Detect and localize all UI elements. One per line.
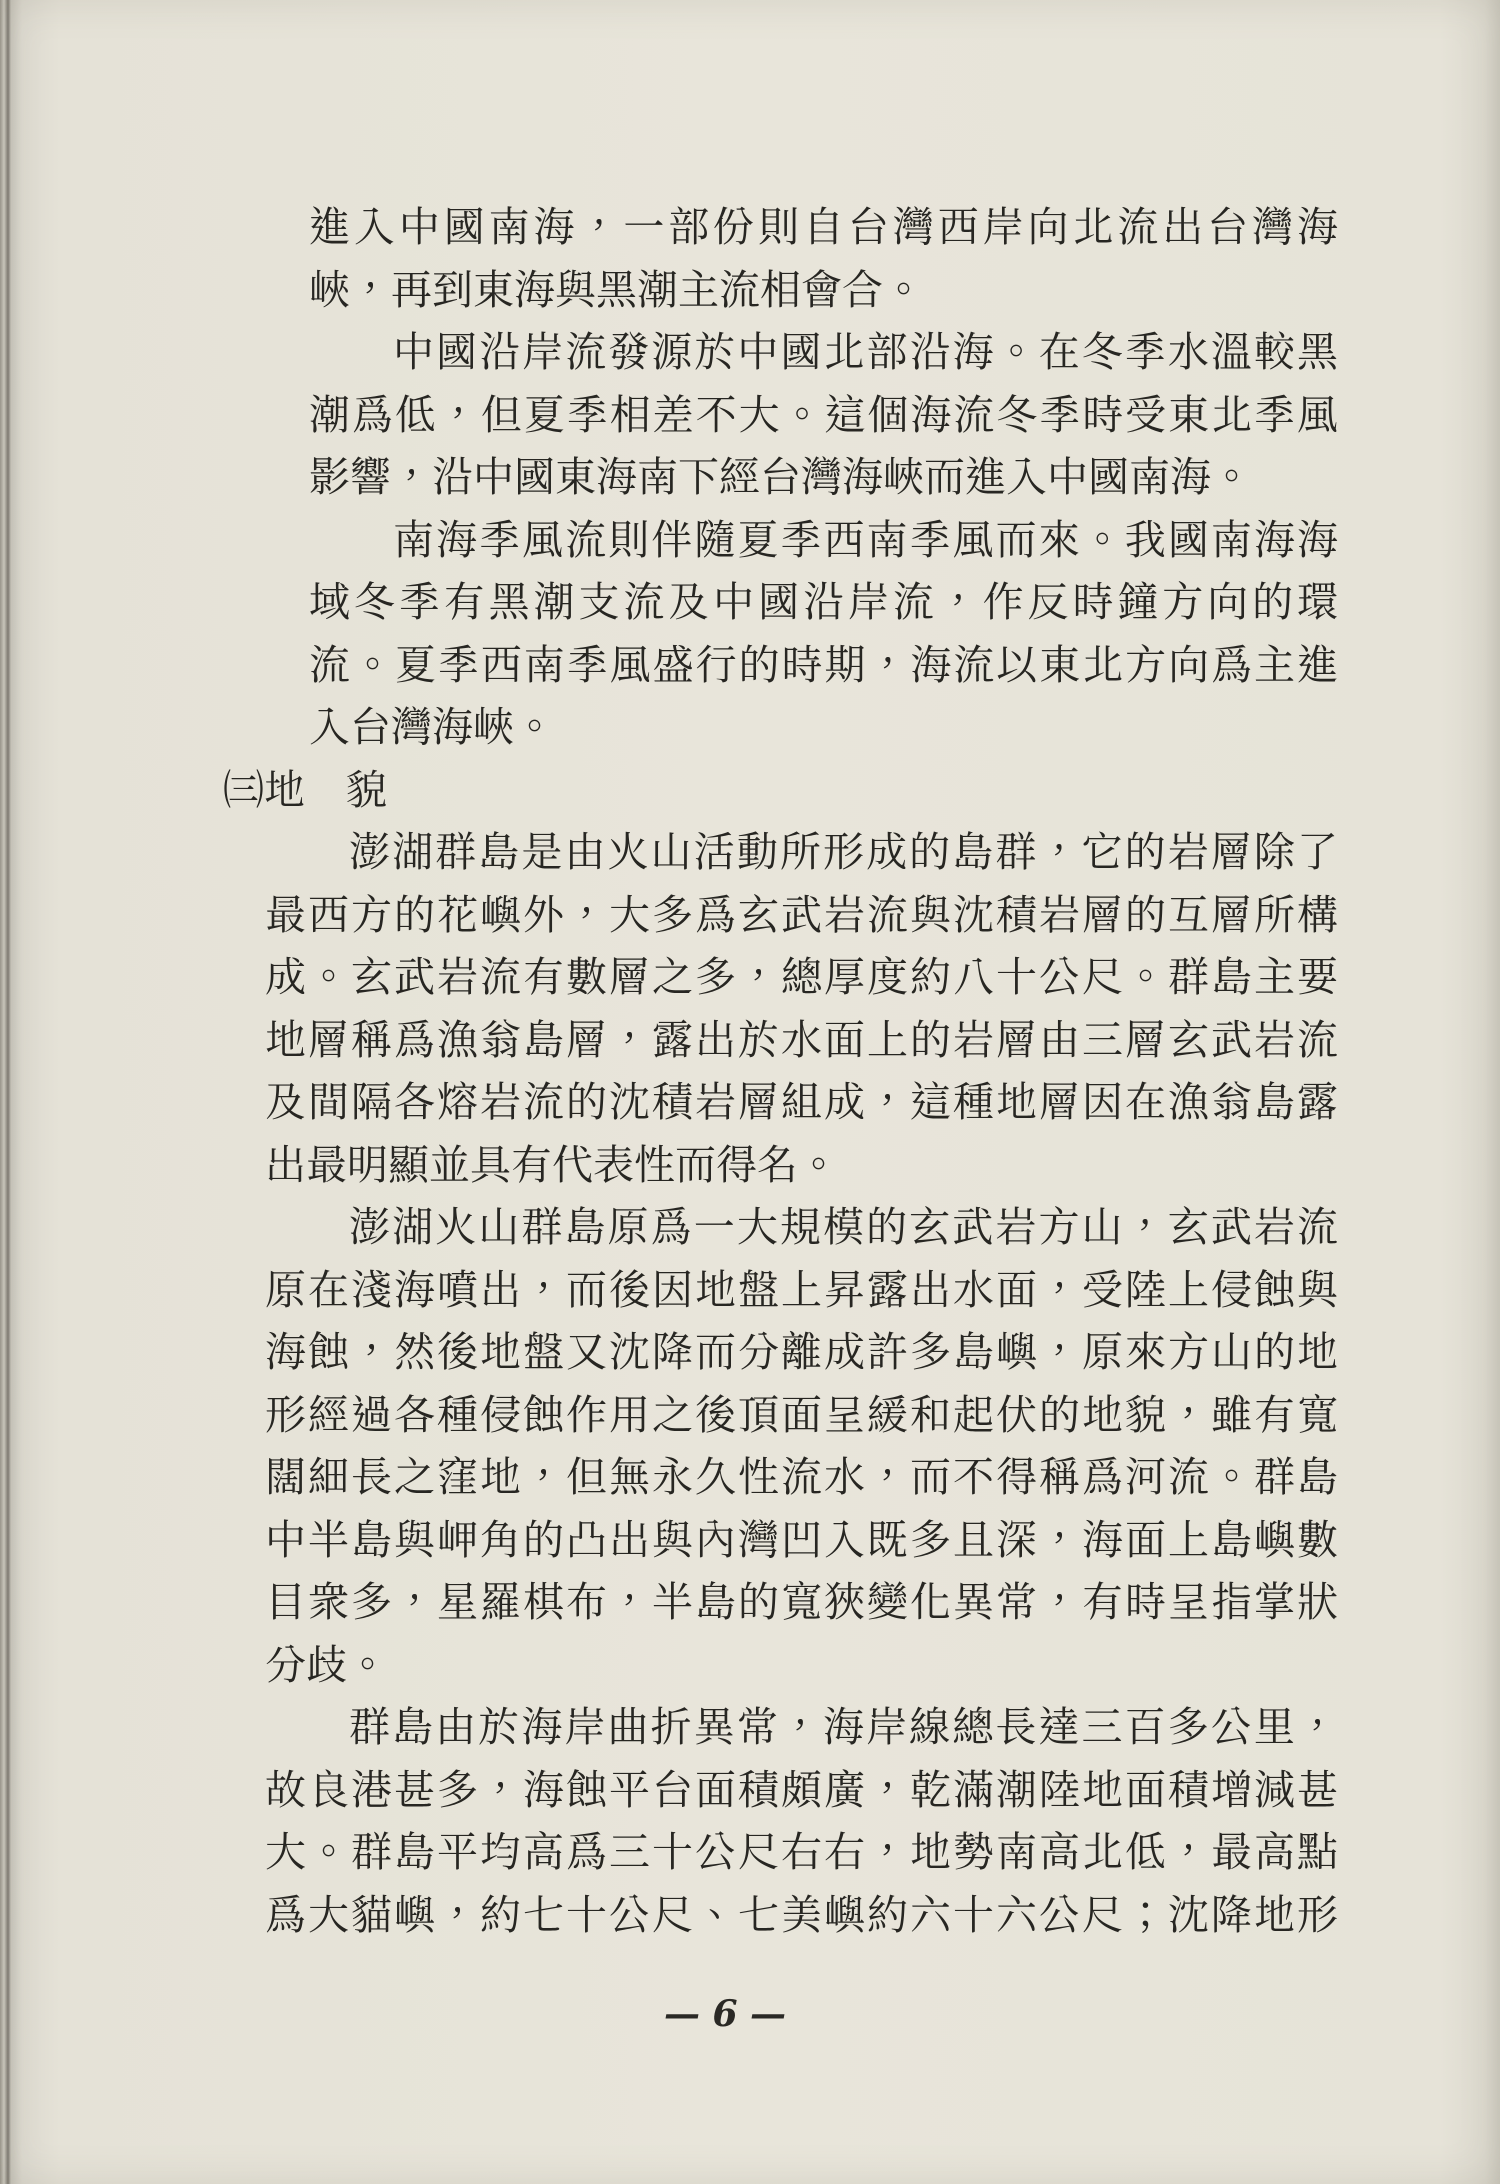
text-line: 分歧。 <box>265 1640 388 1689</box>
text-line: 形經過各種侵蝕作用之後頂面呈緩和起伏的地貌，雖有寬 <box>265 1390 1338 1439</box>
text-line: 及間隔各熔岩流的沈積岩層組成，這種地層因在漁翁島露 <box>265 1078 1338 1126</box>
text-line: 澎湖群島是由火山活動所形成的島群，它的岩層除了 <box>349 828 1338 876</box>
text-line: 中半島與岬角的凸出與內灣凹入既多且深，海面上島嶼數 <box>265 1515 1338 1564</box>
page-body <box>0 196 1500 1946</box>
text-line: 闊細長之窪地，但無永久性流水，而不得稱爲河流。群島 <box>265 1453 1338 1501</box>
text-line: 爲大貓嶼，約七十公尺、七美嶼約六十六公尺；沈降地形 <box>265 1890 1338 1939</box>
text-line: 域冬季有黑潮支流及中國沿岸流，作反時鐘方向的環 <box>309 578 1338 626</box>
section-heading: ㈢地 貌 <box>223 765 387 814</box>
paragraph <box>0 321 1500 509</box>
text-line: 進入中國南海，一部份則自台灣西岸向北流出台灣海 <box>309 203 1338 251</box>
paragraph <box>0 509 1500 759</box>
text-line: 群島由於海岸曲折異常，海岸線總長達三百多公里， <box>349 1703 1338 1751</box>
text-line: 大。群島平均高爲三十公尺右右，地勢南高北低，最高點 <box>265 1828 1338 1876</box>
page-number: — 6 — <box>663 1993 787 2035</box>
text-line: 峽，再到東海與黑潮主流相會合。 <box>309 265 924 314</box>
text-line: 中國沿岸流發源於中國北部沿海。在冬季水溫較黑 <box>393 328 1338 376</box>
section-1 <box>0 196 1500 759</box>
text-line: 南海季風流則伴隨夏季西南季風而來。我國南海海 <box>393 515 1338 564</box>
text-line: 影響，沿中國東海南下經台灣海峽而進入中國南海。 <box>309 453 1252 501</box>
text-line: 出最明顯並具有代表性而得名。 <box>265 1140 839 1189</box>
text-line: 入台灣海峽。 <box>309 703 555 751</box>
text-line: 地層稱爲漁翁島層，露出於水面上的岩層由三層玄武岩流 <box>265 1015 1338 1064</box>
text-line: 澎湖火山群島原爲一大規模的玄武岩方山，玄武岩流 <box>349 1203 1338 1251</box>
text-line: 潮爲低，但夏季相差不大。這個海流冬季時受東北季風 <box>309 390 1338 439</box>
text-line: 最西方的花嶼外，大多爲玄武岩流與沈積岩層的互層所構 <box>265 890 1338 939</box>
text-line: 目衆多，星羅棋布，半島的寬狹變化異常，有時呈指掌狀 <box>265 1578 1338 1626</box>
text-line: 海蝕，然後地盤又沈降而分離成許多島嶼，原來方山的地 <box>265 1328 1338 1376</box>
paragraph <box>0 196 1500 321</box>
text-line: 故良港甚多，海蝕平台面積頗廣，乾滿潮陸地面積增減甚 <box>265 1765 1338 1814</box>
text-line: 原在淺海噴出，而後因地盤上昇露出水面，受陸上侵蝕與 <box>265 1265 1338 1314</box>
paragraph <box>0 1196 1500 1696</box>
text-line: 成。玄武岩流有數層之多，總厚度約八十公尺。群島主要 <box>265 953 1338 1001</box>
paragraph <box>0 1696 1500 1946</box>
paragraph <box>0 821 1500 1196</box>
section-2 <box>0 821 1500 1946</box>
text-line: 流。夏季西南季風盛行的時期，海流以東北方向爲主進 <box>309 640 1338 689</box>
